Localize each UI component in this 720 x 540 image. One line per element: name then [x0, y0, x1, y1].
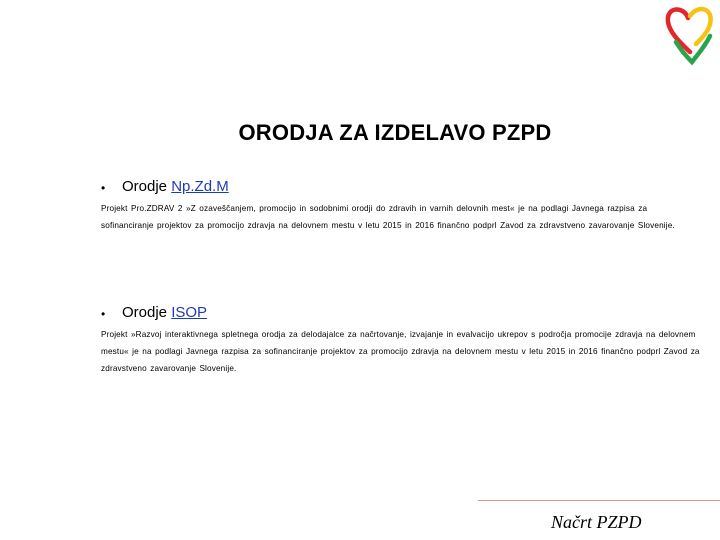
tool-link-isop[interactable]: ISOP — [171, 304, 208, 321]
heart-logo-icon — [664, 2, 716, 68]
tool-heading — [0, 178, 720, 202]
bullet-icon: • — [101, 307, 106, 321]
tool-section-npzdm — [0, 178, 720, 230]
tool-label-text: Orodje — [122, 304, 172, 321]
footer-divider — [478, 500, 720, 501]
bullet-icon: • — [101, 181, 106, 195]
tool-label — [122, 178, 229, 195]
tool-description: Projekt »Razvoj interaktivnega spletnega orodja za delodajalce za načrtovanje, izvajanje in evalvacijo ukrepov s področja promocije zdravja na delovnem mestu« je na podlagi Javnega razpisa za sofinanciranje projektov za promocijo zdravja na delovnem mestu v letu 2015 in 2016 finančno podprl Zavod za zdravstveno zavarovanje Slovenije. — [101, 330, 700, 373]
footer-label: Načrt PZPD — [551, 512, 642, 532]
tool-label — [122, 304, 207, 321]
page-title: ORODJA ZA IZDELAVO PZPD — [238, 120, 552, 145]
tool-description: Projekt Pro.ZDRAV 2 »Z ozaveščanjem, promocijo in sodobnimi orodji do zdravih in varnih delovnih mest« je na podlagi Javnega razpisa za sofinanciranje projektov za promocijo zdravja na delovnem mestu v letu 2015 in 2016 finančno podprl Zavod za zdravstveno zavarovanje Slovenije. — [101, 204, 675, 230]
tool-section-isop — [0, 304, 720, 373]
tool-heading — [0, 304, 720, 328]
tool-label-text: Orodje — [122, 178, 172, 195]
tool-link-npzdm[interactable]: Np.Zd.M — [171, 178, 229, 195]
